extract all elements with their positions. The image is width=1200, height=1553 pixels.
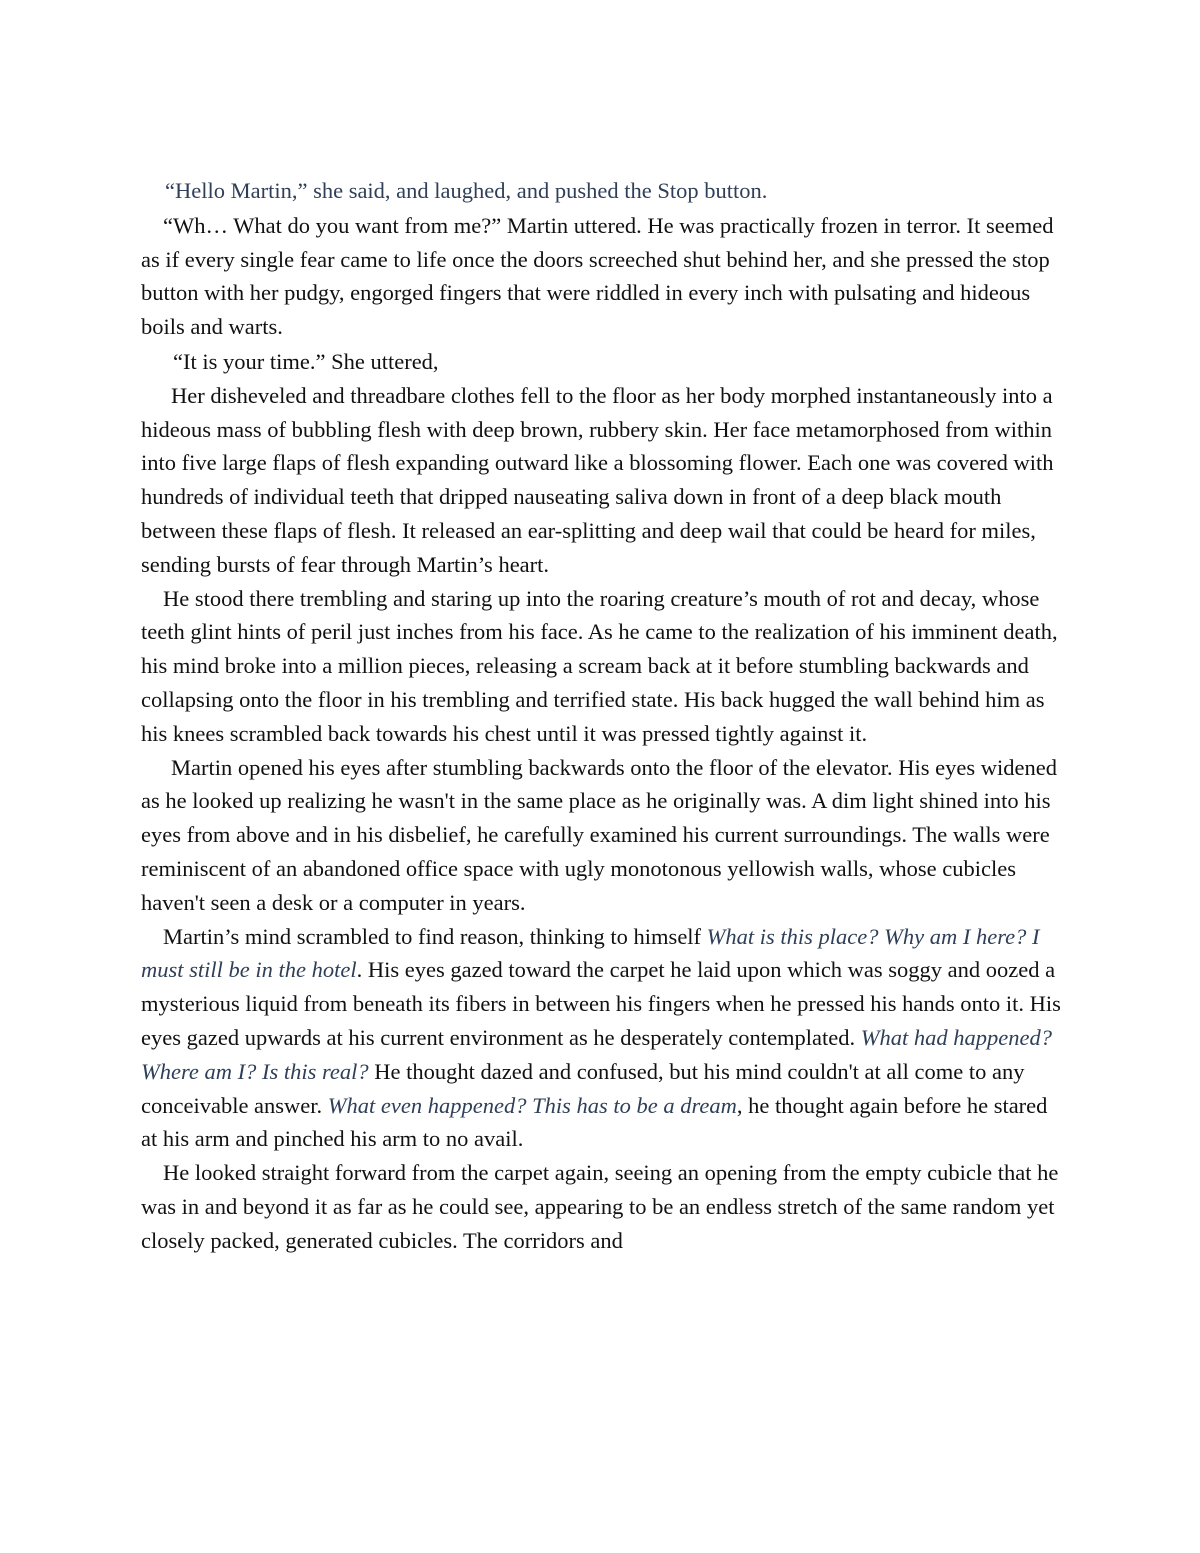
italic-thought: What had happened? Where am I? Is this real? xyxy=(141,1024,1052,1084)
paragraph-text: Martin’s mind scrambled to find reason, thinking to himself xyxy=(163,923,707,949)
paragraph-endless-cubicles: He looked straight forward from the carpet again, seeing an opening from the empty cubicle that he was in and beyond it as far as he could see, appearing to be an endless stretch of the same random yet closely packed, generated cubicles. The corridors and xyxy=(141,1160,1059,1253)
paragraph-text: . His eyes gazed toward the carpet he laid upon which was soggy and oozed a mysterious liquid from beneath its fibers in between his fingers when he pressed his hands onto it. His eyes gazed upwards at his current environment as he desperately contemplated. xyxy=(141,957,1061,1050)
italic-thought: What is this place? Why am I here? I must still be in the hotel xyxy=(141,923,1040,983)
paragraph-text: He thought dazed and confused, but his mind couldn't at all come to any conceivable answer. xyxy=(141,1058,1025,1118)
paragraph-office-space: Martin opened his eyes after stumbling backwards onto the floor of the elevator. His eyes widened as he looked up realizing he wasn't in the same place as he originally was. A dim light shined into his eyes from above and in his disbelief, he carefully examined his current surroundings. The walls were reminiscent of an abandoned office space with ugly monotonous yellowish walls, whose cubicles haven't seen a desk or a computer in years. xyxy=(141,754,1058,915)
document-page xyxy=(141,174,1066,1258)
paragraph-it-is-your-time: “It is your time.” She uttered, xyxy=(173,348,439,374)
paragraph-trembling-collapse: He stood there trembling and staring up into the roaring creature’s mouth of rot and decay, whose teeth glint hints of peril just inches from his face. As he came to the realization of his imminent death, his mind broke into a million pieces, releasing a scream back at it before stumbling backwards and collapsing onto the floor in his trembling and terrified state. His back hugged the wall behind him as his knees scrambled back towards his chest until it was pressed tightly against it. xyxy=(141,585,1058,746)
paragraph-mind-scrambled xyxy=(141,920,1066,1157)
italic-thought: What even happened? This has to be a dream xyxy=(327,1092,737,1118)
paragraph-what-do-you-want: “Wh… What do you want from me?” Martin uttered. He was practically frozen in terror. It seemed as if every single fear came to life once the doors screeched shut behind her, and she pressed the stop button with her pudgy, engorged fingers that were riddled in every inch with pulsating and hideous boils and warts. xyxy=(141,212,1054,340)
paragraph-creature-transformation: Her disheveled and threadbare clothes fell to the floor as her body morphed instantaneously into a hideous mass of bubbling flesh with deep brown, rubbery skin. Her face metamorphosed from within into five large flaps of flesh expanding outward like a blossoming flower. Each one was covered with hundreds of individual teeth that dripped nauseating saliva down in front of a deep black mouth between these flaps of flesh. It released an ear-splitting and deep wail that could be heard for miles, sending bursts of fear through Martin’s heart. xyxy=(141,382,1054,577)
paragraph-hello-martin: “Hello Martin,” she said, and laughed, and pushed the Stop button. xyxy=(165,178,768,203)
paragraph-text: , he thought again before he stared at his arm and pinched his arm to no avail. xyxy=(141,1092,1048,1152)
